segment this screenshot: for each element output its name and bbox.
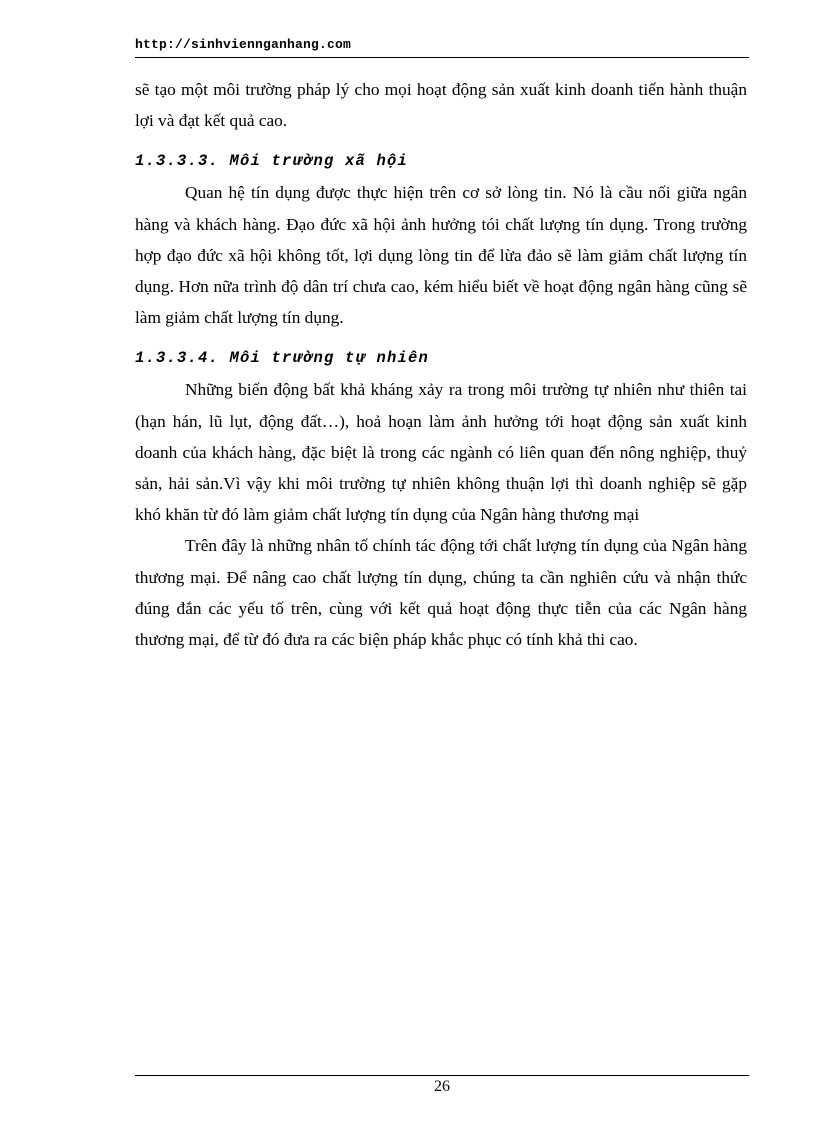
footer-divider bbox=[135, 1075, 749, 1076]
page-header bbox=[135, 37, 749, 58]
page-content bbox=[135, 74, 747, 655]
page-number: 26 bbox=[434, 1078, 450, 1095]
section-heading-natural-environment: 1.3.3.4. Môi trường tự nhiên bbox=[135, 349, 430, 368]
natural-environment-paragraph: Những biến động bất khả kháng xảy ra trong môi trường tự nhiên như thiên tai (hạn hán, lũ lụt, động đất…), hoả hoạn làm ảnh hưởng tới hoạt động sản xuất kinh doanh của khách hàng, đặc biệt là trong các ngành có liên quan đến nông nghiệp, thuỷ sản, hải sản.Vì vậy khi môi trường tự nhiên không thuận lợi thì doanh nghiệp sẽ gặp khó khăn từ đó làm giảm chất lượng tín dụng của Ngân hàng thương mại bbox=[135, 380, 747, 525]
social-environment-paragraph: Quan hệ tín dụng được thực hiện trên cơ sở lòng tin. Nó là cầu nối giữa ngân hàng và khách hàng. Đạo đức xã hội ảnh hưởng tói chất lượng tín dụng. Trong trường hợp đạo đức xã hội không tốt, lợi dụng lòng tin để lừa đảo sẽ làm giảm chất lượng tín dụng. Hơn nữa trình độ dân trí chưa cao, kém hiểu biết về hoạt động ngân hàng cũng sẽ làm giảm chất lượng tín dụng. bbox=[135, 183, 747, 328]
section-heading-social-environment: 1.3.3.3. Môi trường xã hội bbox=[135, 152, 409, 171]
header-url: http://sinhviennganhang.com bbox=[135, 37, 352, 52]
conclusion-paragraph: Trên đây là những nhân tố chính tác động tới chất lượng tín dụng của Ngân hàng thương mại. Để nâng cao chất lượng tín dụng, chúng ta cần nghiên cứu và nhận thức đúng đắn các yếu tố trên, cùng với kết quả hoạt động thực tiễn của các Ngân hàng thương mại, để từ đó đưa ra các biện pháp khắc phục có tính khả thi cao. bbox=[135, 536, 747, 650]
intro-paragraph: sẽ tạo một môi trường pháp lý cho mọi hoạt động sản xuất kinh doanh tiến hành thuận lợi và đạt kết quả cao. bbox=[135, 80, 747, 131]
